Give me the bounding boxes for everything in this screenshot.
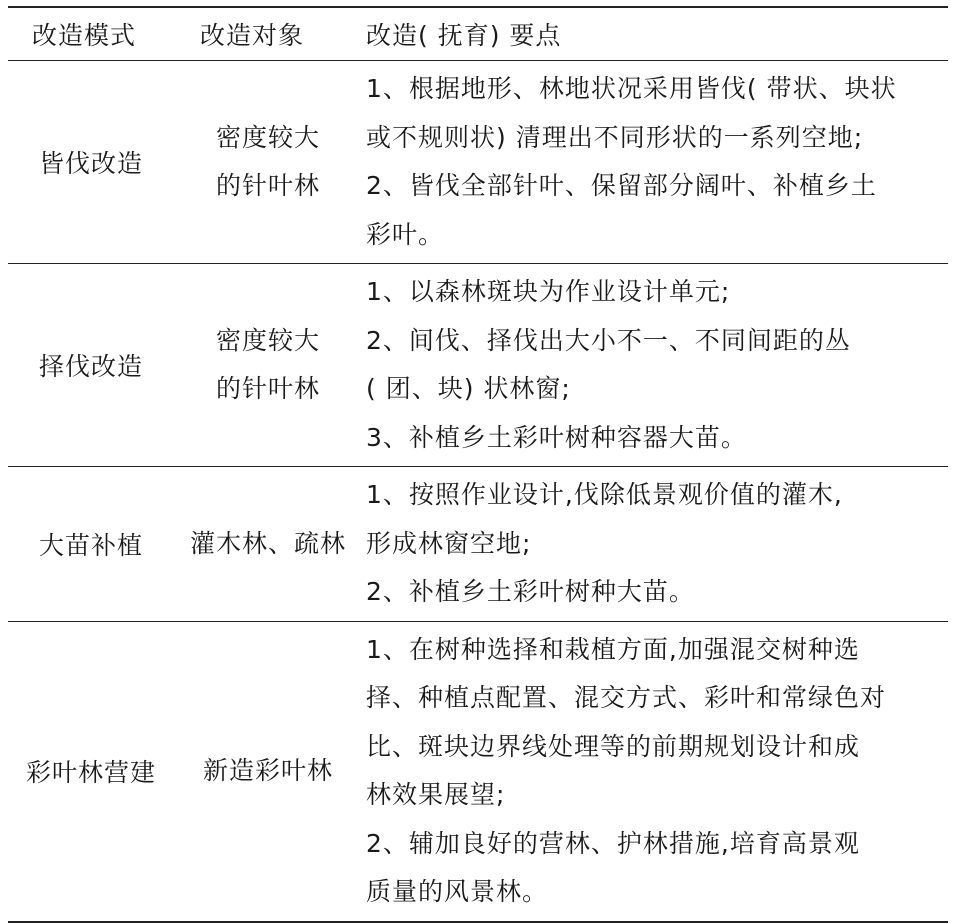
target-line: 的针叶林 xyxy=(215,374,320,403)
point-line: ( 团、块) 状林窗; xyxy=(366,374,571,403)
point-line: 1、根据地形、林地状况采用皆伐( 带状、块状 xyxy=(366,74,897,103)
row-mode: 择伐改造 xyxy=(38,352,143,381)
point-line: 3、补植乡土彩叶树种容器大苗。 xyxy=(366,422,747,452)
table-row xyxy=(8,264,948,467)
table-row xyxy=(8,467,948,622)
target-line: 新造彩叶林 xyxy=(202,756,333,785)
row-mode: 大苗补植 xyxy=(38,530,143,560)
table-row xyxy=(8,61,948,264)
point-line: 质量的风景林。 xyxy=(366,877,549,906)
row-points xyxy=(362,621,948,922)
point-line: 2、辅加良好的营林、护林措施,培育高景观 xyxy=(366,828,860,858)
point-line: 比、斑块边界线处理等的前期规划设计和成 xyxy=(366,731,861,761)
point-line: 彩叶。 xyxy=(366,219,445,249)
target-line: 灌木林、疏林 xyxy=(189,528,346,558)
table-row xyxy=(8,621,948,922)
point-line: 或不规则状) 清理出不同形状的一系列空地; xyxy=(366,122,864,152)
point-line: 1、以森林斑块为作业设计单元; xyxy=(366,277,731,306)
row-target xyxy=(174,621,362,922)
row-target xyxy=(174,467,362,622)
point-line: 1、在树种选择和栽植方面,加强混交树种选 xyxy=(366,634,860,664)
header-target: 改造对象 xyxy=(174,7,362,61)
row-points xyxy=(362,61,948,264)
row-mode: 皆伐改造 xyxy=(38,149,143,178)
point-line: 择、种植点配置、混交方式、彩叶和常绿色对 xyxy=(366,683,887,712)
forest-transformation-table xyxy=(8,6,948,923)
target-line: 密度较大 xyxy=(215,326,320,355)
point-line: 2、补植乡土彩叶树种大苗。 xyxy=(366,577,695,606)
header-mode: 改造模式 xyxy=(8,7,174,61)
target-line: 密度较大 xyxy=(215,123,320,152)
target-line: 的针叶林 xyxy=(215,171,320,200)
point-line: 1、按照作业设计,伐除低景观价值的灌木, xyxy=(366,480,843,509)
table-header-row xyxy=(8,7,948,61)
row-target xyxy=(174,61,362,264)
row-points xyxy=(362,264,948,467)
header-points: 改造( 抚育) 要点 xyxy=(362,7,948,61)
point-line: 2、皆伐全部针叶、保留部分阔叶、补植乡土 xyxy=(366,171,877,200)
row-mode: 彩叶林营建 xyxy=(25,758,156,787)
row-target xyxy=(174,264,362,467)
point-line: 2、间伐、择伐出大小不一、不同间距的丛 xyxy=(366,325,851,355)
row-points xyxy=(362,467,948,622)
point-line: 林效果展望; xyxy=(366,780,506,809)
point-line: 形成林窗空地; xyxy=(366,528,532,558)
